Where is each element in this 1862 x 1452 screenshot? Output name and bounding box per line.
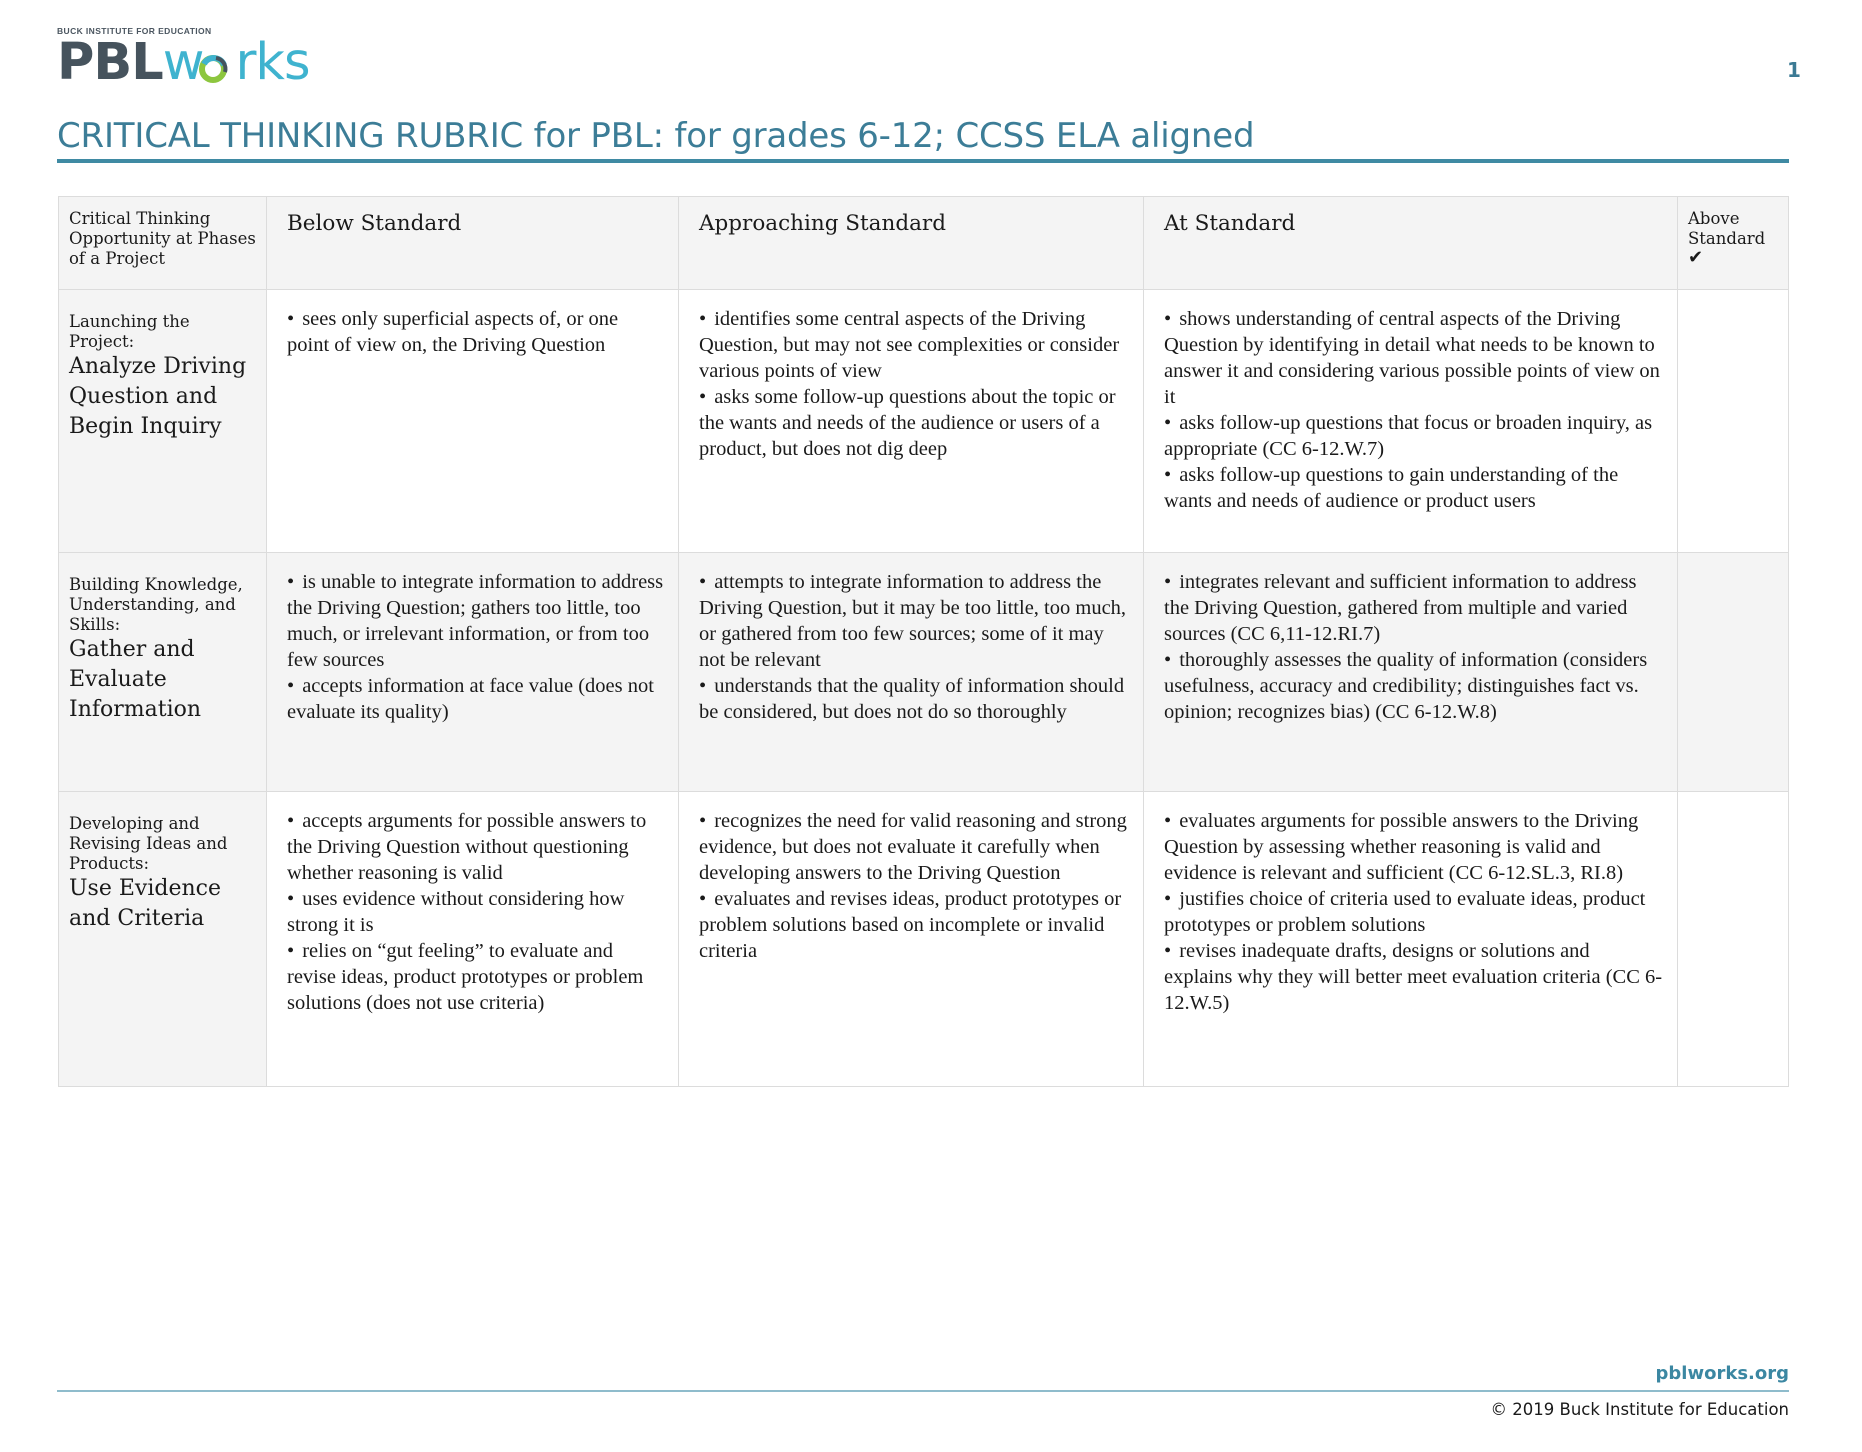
phase-name: Use Evidence and Criteria (69, 876, 221, 931)
approaching-standard-cell (679, 792, 1144, 1087)
header-at-standard: At Standard (1144, 197, 1678, 290)
rubric-table (58, 196, 1789, 1087)
criterion-item: • understands that the quality of information should be considered, but does not do so thoroughly (699, 673, 1129, 725)
logo-works-rest: rks (235, 33, 310, 92)
table-header-row (59, 197, 1789, 290)
phase-label: Building Knowledge, Understanding, and Skills: (69, 575, 243, 634)
approaching-standard-cell (679, 290, 1144, 553)
page-number: 1 (1787, 58, 1801, 82)
pblworks-logo (57, 26, 310, 92)
criterion-item: • relies on “gut feeling” to evaluate and revise ideas, product prototypes or problem solutions (does not use criteria) (287, 938, 664, 1016)
phase-name: Gather and Evaluate Information (69, 637, 202, 722)
at-standard-cell (1144, 553, 1678, 792)
criterion-item: • asks follow-up questions that focus or broaden inquiry, as appropriate (CC 6-12.W.7) (1164, 410, 1663, 462)
above-standard-cell[interactable] (1678, 792, 1789, 1087)
logo-tagline: BUCK INSTITUTE FOR EDUCATION (57, 26, 212, 36)
table-row (59, 553, 1789, 792)
at-standard-cell (1144, 792, 1678, 1087)
criterion-item: • accepts arguments for possible answers to the Driving Question without questioning whether reasoning is valid (287, 808, 664, 886)
title-divider (57, 159, 1789, 163)
header-above-standard (1678, 197, 1789, 290)
checkmark-icon: ✔ (1688, 247, 1704, 268)
below-standard-cell (267, 792, 679, 1087)
criterion-item: • integrates relevant and sufficient information to address the Driving Question, gathered from multiple and varied sources (CC 6,11-12.RI.7) (1164, 569, 1663, 647)
phase-label: Developing and Revising Ideas and Products: (69, 814, 228, 873)
criterion-item: • accepts information at face value (does not evaluate its quality) (287, 673, 664, 725)
criterion-item: • sees only superficial aspects of, or one point of view on, the Driving Question (287, 306, 664, 358)
criterion-item: • recognizes the need for valid reasoning and strong evidence, but does not evaluate it carefully when developing answers to the Driving Question (699, 808, 1129, 886)
criterion-item: • identifies some central aspects of the Driving Question, but may not see complexities or consider various points of view (699, 306, 1129, 384)
logo-pbl-text: PBL (57, 33, 163, 92)
criterion-item: • is unable to integrate information to address the Driving Question; gathers too little, too much, or irrelevant information, or from too few sources (287, 569, 664, 673)
phase-cell (59, 553, 267, 792)
at-standard-cell (1144, 290, 1678, 553)
phase-cell (59, 290, 267, 553)
criterion-item: • evaluates and revises ideas, product prototypes or problem solutions based on incomplete or invalid criteria (699, 886, 1129, 964)
above-standard-cell[interactable] (1678, 553, 1789, 792)
footer-divider (57, 1390, 1789, 1392)
approaching-standard-cell (679, 553, 1144, 792)
phase-name: Analyze Driving Question and Begin Inquiry (69, 354, 247, 439)
phase-label: Launching the Project: (69, 312, 190, 351)
page-title: CRITICAL THINKING RUBRIC for PBL: for grades 6-12; CCSS ELA aligned (57, 116, 1255, 156)
criterion-item: • thoroughly assesses the quality of information (considers usefulness, accuracy and credibility; distinguishes fact vs. opinion; recognizes bias) (CC 6-12.W.8) (1164, 647, 1663, 725)
header-above-label: Above Standard (1688, 209, 1766, 248)
logo-ring-icon (198, 52, 230, 84)
table-row (59, 290, 1789, 553)
criterion-item: • asks some follow-up questions about the topic or the wants and needs of the audience or users of a product, but does not dig deep (699, 384, 1129, 462)
header-phase: Critical Thinking Opportunity at Phases of a Project (59, 197, 267, 290)
criterion-item: • uses evidence without considering how strong it is (287, 886, 664, 938)
criterion-item: • attempts to integrate information to address the Driving Question, but it may be too little, too much, or gathered from too few sources; some of it may not be relevant (699, 569, 1129, 673)
below-standard-cell (267, 553, 679, 792)
criterion-item: • shows understanding of central aspects of the Driving Question by identifying in detail what needs to be known to answer it and considering various possible points of view on it (1164, 306, 1663, 410)
logo-wordmark (57, 33, 310, 92)
phase-cell (59, 792, 267, 1087)
logo-works-w: w (162, 33, 204, 92)
below-standard-cell (267, 290, 679, 553)
above-standard-cell[interactable] (1678, 290, 1789, 553)
criterion-item: • justifies choice of criteria used to evaluate ideas, product prototypes or problem solutions (1164, 886, 1663, 938)
header-below-standard: Below Standard (267, 197, 679, 290)
criterion-item: • revises inadequate drafts, designs or solutions and explains why they will better meet evaluation criteria (CC 6-12.W.5) (1164, 938, 1663, 1016)
footer-website-link[interactable]: pblworks.org (1655, 1363, 1789, 1384)
criterion-item: • asks follow-up questions to gain understanding of the wants and needs of audience or product users (1164, 462, 1663, 514)
table-row (59, 792, 1789, 1087)
criterion-item: • evaluates arguments for possible answers to the Driving Question by assessing whether reasoning is valid and evidence is relevant and sufficient (CC 6-12.SL.3, RI.8) (1164, 808, 1663, 886)
footer-copyright: © 2019 Buck Institute for Education (1490, 1400, 1789, 1419)
header-approaching-standard: Approaching Standard (679, 197, 1144, 290)
